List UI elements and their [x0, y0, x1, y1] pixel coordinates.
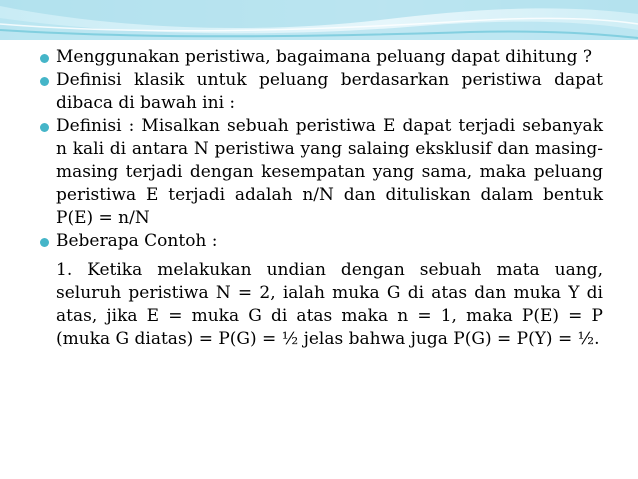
bullet-text: Menggunakan peristiwa, bagaimana peluang dapat dihitung ? [56, 47, 593, 67]
wave-decoration [0, 0, 638, 40]
header-wave-banner [0, 0, 638, 40]
bullet-item [0, 230, 603, 253]
slide-content [0, 46, 638, 351]
bullet-dot-icon [40, 54, 49, 63]
bullet-dot-icon [40, 238, 49, 247]
bullet-item [0, 115, 603, 230]
bullet-text: Definisi : Misalkan sebuah peristiwa E dapat terjadi sebanyak n kali di antara N peristiwa yang salaing eksklusif dan masing-masing terjadi dengan kesempatan yang sama, maka peluang peristiwa E terjadi adalah n/N dan dituliskan dalam bentuk P(E) = n/N [56, 116, 603, 228]
example-paragraph: 1. Ketika melakukan undian dengan sebuah mata uang, seluruh peristiwa N = 2, ialah muka G di atas dan muka Y di atas, jika E = muka G di atas maka n = 1, maka P(E) = P (muka G diatas) = P(G) = ½ jelas bahwa juga P(G) = P(Y) = ½. [56, 260, 603, 349]
bullet-dot-icon [40, 77, 49, 86]
bullet-dot-icon [40, 123, 49, 132]
bullet-item [0, 69, 603, 115]
bullet-item [0, 46, 603, 69]
bullet-text: Definisi klasik untuk peluang berdasarkan peristiwa dapat dibaca di bawah ini : [56, 70, 603, 113]
bullet-text: Beberapa Contoh : [56, 231, 218, 251]
